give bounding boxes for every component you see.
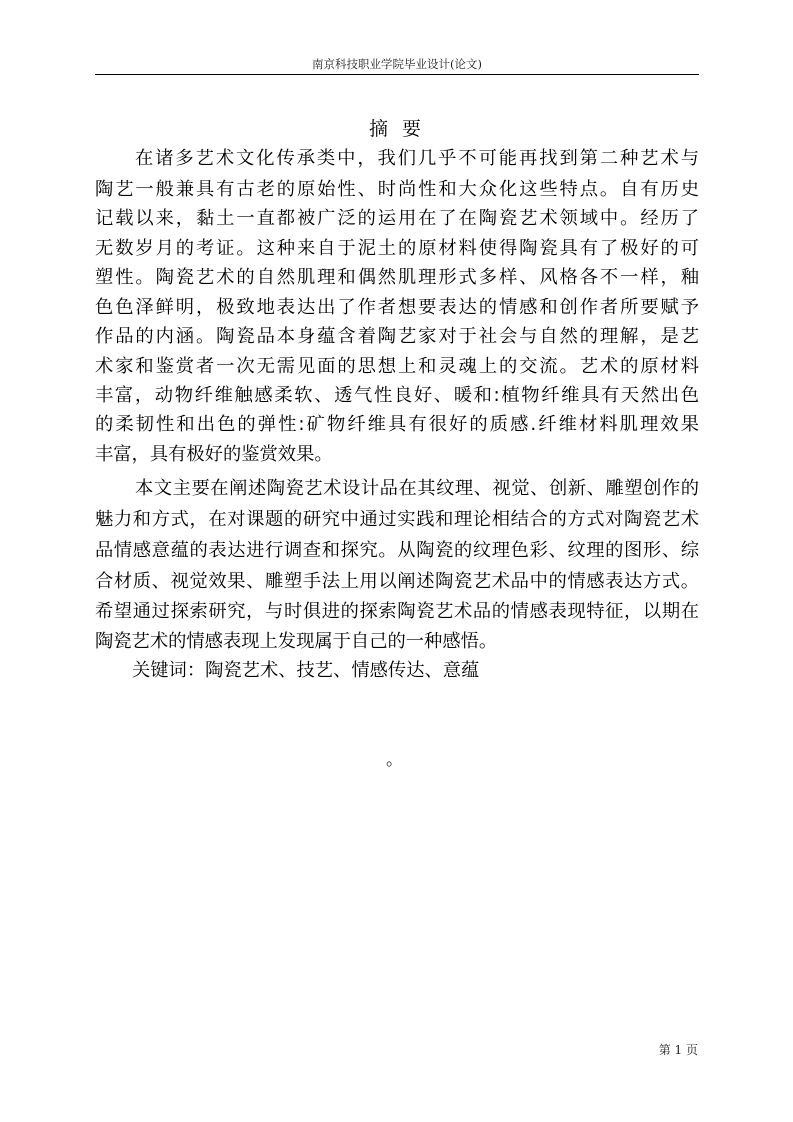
keywords-line: 关键词：陶瓷艺术、技艺、情感传达、意蕴 [132,660,480,681]
text-line: 的柔韧性和出色的弹性:矿物纤维具有很好的质感.纤维材料肌理效果 [95,414,699,435]
text-line: 品情感意蕴的表达进行调查和探究。从陶瓷的纹理色彩、纹理的图形、综 [95,540,699,561]
text-line: 记载以来，黏土一直都被广泛的运用在了在陶瓷艺术领域中。经历了 [95,208,699,229]
text-line: 合材质、视觉效果、雕塑手法上用以阐述陶瓷艺术品中的情感表达方式。 [95,571,699,592]
text-line: 色色泽鲜明，极致地表达出了作者想要表达的情感和创作者所要赋予 [95,297,699,318]
text-line: 丰富，动物纤维触感柔软、透气性良好、暖和:植物纤维具有天然出色 [95,385,699,406]
text-line: 作品的内涵。陶瓷品本身蕴含着陶艺家对于社会与自然的理解，是艺 [95,326,699,347]
text-line: 本文主要在阐述陶瓷艺术设计品在其纹理、视觉、创新、雕塑创作的 [135,478,699,499]
text-line: 陶艺一般兼具有古老的原始性、时尚性和大众化这些特点。自有历史 [95,179,699,200]
stray-punctuation: 。 [386,750,403,770]
abstract-title: 摘 要 [368,118,426,140]
text-line: 在诸多艺术文化传承类中，我们几乎不可能再找到第二种艺术与 [135,148,699,169]
page-number: 第 1 页 [658,1043,698,1057]
text-line: 术家和鉴赏者一次无需见面的思想上和灵魂上的交流。艺术的原材料 [95,356,699,377]
text-line: 陶瓷艺术的情感表现上发现属于自己的一种感悟。 [95,631,498,652]
text-line: 塑性。陶瓷艺术的自然肌理和偶然肌理形式多样、风格各不一样，釉 [95,267,699,288]
text-line: 魅力和方式，在对课题的研究中通过实践和理论相结合的方式对陶瓷艺术 [95,509,699,530]
text-line: 无数岁月的考证。这种来自于泥土的原材料使得陶瓷具有了极好的可 [95,238,699,259]
text-line: 丰富，具有极好的鉴赏效果。 [95,444,333,465]
running-header: 南京科技职业学院毕业设计(论文) [312,57,482,71]
header-divider [95,74,699,75]
text-line: 希望通过探索研究，与时俱进的探索陶瓷艺术品的情感表现特征，以期在 [95,601,699,622]
